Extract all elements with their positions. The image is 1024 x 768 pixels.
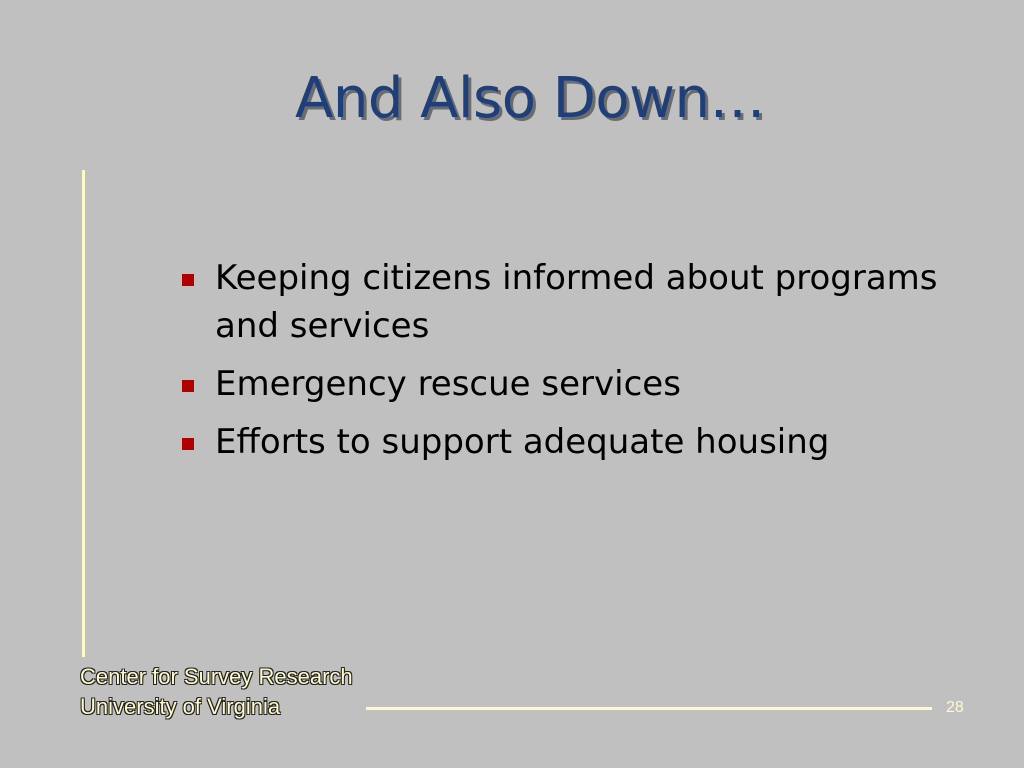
page-number: 28 — [946, 699, 964, 716]
bullet-item — [182, 418, 982, 466]
bullet-item — [182, 254, 982, 350]
vertical-accent-line — [82, 170, 85, 657]
bullet-text: Keeping citizens informed about programs and services — [215, 258, 938, 346]
bullet-item — [182, 360, 982, 408]
footer-line-center: Center for Survey Research — [80, 664, 353, 689]
bullet-text: Efforts to support adequate housing — [215, 422, 830, 462]
square-bullet-icon — [182, 274, 194, 286]
horizontal-accent-line — [366, 707, 932, 710]
footer-organization — [80, 662, 353, 722]
slide-title: And Also Down… — [295, 66, 765, 131]
square-bullet-icon — [182, 438, 194, 450]
square-bullet-icon — [182, 380, 194, 392]
bullet-text: Emergency rescue services — [215, 364, 681, 404]
footer-line-university: University of Virginia — [80, 694, 281, 719]
bullet-list — [182, 254, 982, 476]
